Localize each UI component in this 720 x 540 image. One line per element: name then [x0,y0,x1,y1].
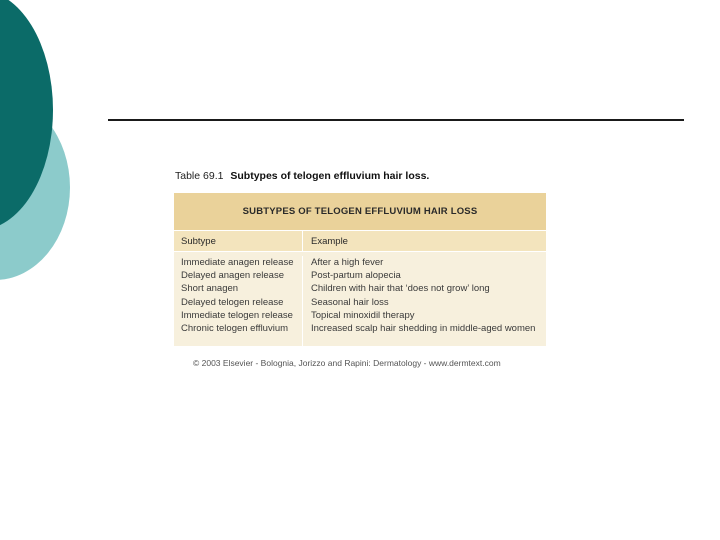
table-cell-example: Increased scalp hair shedding in middle-aged women [311,323,536,335]
subtypes-table [174,193,546,346]
table-cell-example: Seasonal hair loss [311,296,389,308]
table-cell-subtype: Delayed telogen release [181,296,284,308]
table-caption-text: Subtypes of telogen effluvium hair loss. [230,170,430,182]
table-title: SUBTYPES OF TELOGEN EFFLUVIUM HAIR LOSS [174,193,546,230]
table-cell-example: Post-partum alopecia [311,270,401,282]
title-rule [108,119,684,121]
header-example: Example [311,235,348,247]
table-cell-example: After a high fever [311,257,384,268]
table-cell-example: Topical minoxidil therapy [311,309,415,321]
table-caption-number: Table 69.1 [175,170,224,182]
table-cell-subtype: Chronic telogen effluvium [181,323,289,335]
subtype-column [174,256,303,346]
table-body [174,252,546,346]
table-header-row [174,230,546,252]
copyright-credit: © 2003 Elsevier - Bolognia, Jorizzo and Rapini: Dermatology - www.dermtext.com [193,358,501,368]
table-cell-example: Children with hair that ‘does not grow’ long [311,283,490,295]
example-column [303,256,535,346]
table-cell-subtype: Delayed anagen release [181,270,284,282]
header-subtype: Subtype [174,231,303,251]
table-cell-subtype: Short anagen [181,283,239,295]
table-cell-subtype: Immediate anagen release [181,257,294,268]
table-caption [175,170,429,182]
table-cell-subtype: Immediate telogen release [181,309,293,321]
